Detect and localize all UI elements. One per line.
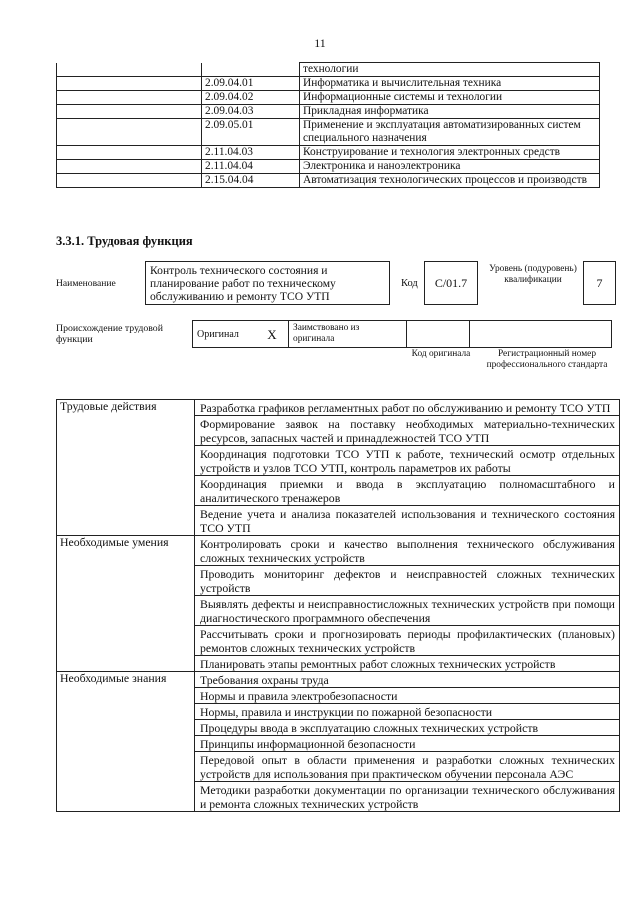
detail-row [57,672,620,688]
code-cell: 2.09.04.02 [202,91,300,105]
codes-row [57,119,600,146]
code-name-cell: Применение и эксплуатация автоматизированных систем специального назначения [300,119,600,146]
code-cell: 2.11.04.03 [202,146,300,160]
code-name-cell: Информационные системы и технологии [300,91,600,105]
code-original-label: Код оригинала [411,349,471,359]
level-label: Уровень (подуровень) квалификации [489,264,577,285]
category-cell: Необходимые умения [57,536,195,672]
code-name-cell: Автоматизация технологических процессов и производств [300,174,600,188]
detail-item-cell: Координация приемки и ввода в эксплуатацию полномасштабного и аналитического тренажеров [195,476,620,506]
codes-blank-cell [57,63,202,77]
codes-blank-cell [57,174,202,188]
codes-row [57,91,600,105]
codes-row [57,174,600,188]
codes-row [57,105,600,119]
code-label: Код [401,278,418,289]
education-codes-table [56,62,600,188]
code-cell: 2.09.05.01 [202,119,300,146]
borrowed-label: Заимствовано из оригинала [289,321,407,348]
detail-item-cell: Методики разработки документации по организации технического обслуживания и ремонта сложных технических устройств [195,782,620,812]
category-cell: Трудовые действия [57,400,195,536]
detail-item-cell: Ведение учета и анализа показателей использования и технического состояния ТСО УТП [195,506,620,536]
reg-number-label: Регистрационный номер профессионального стандарта [486,349,608,370]
function-details-table [56,399,620,812]
function-name-box: Контроль технического состояния и планирование работ по техническому обслуживанию и ремонту ТСО УТП [145,261,390,305]
detail-item-cell: Процедуры ввода в эксплуатацию сложных технических устройств [195,720,620,736]
code-name-cell: технологии [300,63,600,77]
detail-item-cell: Проводить мониторинг дефектов и неисправностей сложных технических устройств [195,566,620,596]
detail-item-cell: Выявлять дефекты и неисправностисложных технических устройств при помощи диагностического программного обеспечения [195,596,620,626]
codes-blank-cell [57,119,202,146]
function-code-box: С/01.7 [424,261,478,305]
code-original-cell [407,321,470,348]
section-title: 3.3.1. Трудовая функция [56,234,193,248]
code-name-cell: Электроника и наноэлектроника [300,160,600,174]
detail-row [57,400,620,416]
detail-item-cell: Нормы, правила и инструкции по пожарной безопасности [195,704,620,720]
codes-row [57,146,600,160]
code-name-cell: Прикладная информатика [300,105,600,119]
name-label: Наименование [56,278,116,289]
code-cell: 2.09.04.03 [202,105,300,119]
detail-item-cell: Координация подготовки ТСО УТП к работе, технический осмотр отдельных устройств и узлов ТСО УТП, контроль параметров их работы [195,446,620,476]
codes-blank-cell [57,105,202,119]
codes-row [57,77,600,91]
code-cell [202,63,300,77]
page-number: 11 [314,36,326,50]
detail-item-cell: Планировать этапы ремонтных работ сложных технических устройств [195,656,620,672]
code-cell: 2.11.04.04 [202,160,300,174]
code-name-cell: Информатика и вычислительная техника [300,77,600,91]
detail-item-cell: Разработка графиков регламентных работ по обслуживанию и ремонту ТСО УТП [195,400,620,416]
detail-item-cell: Формирование заявок на поставку необходимых материально-технических ресурсов, запасных частей и принадлежностей ТСО УТП [195,416,620,446]
codes-blank-cell [57,146,202,160]
original-mark: X [256,321,289,348]
qualification-level-box: 7 [583,261,616,305]
detail-item-cell: Нормы и правила электробезопасности [195,688,620,704]
origin-label: Происхождение трудовой функции [56,323,163,345]
code-cell: 2.09.04.01 [202,77,300,91]
codes-blank-cell [57,160,202,174]
category-cell: Необходимые знания [57,672,195,812]
code-name-cell: Конструирование и технология электронных средств [300,146,600,160]
detail-item-cell: Передовой опыт в области применения и разработки сложных технических устройств для использования при практическом обучении персонала АЭС [195,752,620,782]
original-label: Оригинал [193,321,257,348]
detail-row [57,536,620,566]
reg-number-cell [470,321,612,348]
detail-item-cell: Принципы информационной безопасности [195,736,620,752]
codes-row [57,160,600,174]
detail-item-cell: Контролировать сроки и качество выполнения технического обслуживания сложных технических устройств [195,536,620,566]
codes-blank-cell [57,77,202,91]
detail-item-cell: Требования охраны труда [195,672,620,688]
origin-table [192,320,612,348]
codes-row [57,63,600,77]
code-cell: 2.15.04.04 [202,174,300,188]
detail-item-cell: Рассчитывать сроки и прогнозировать периоды профилактических (плановых) ремонтов сложных технических устройств [195,626,620,656]
codes-blank-cell [57,91,202,105]
